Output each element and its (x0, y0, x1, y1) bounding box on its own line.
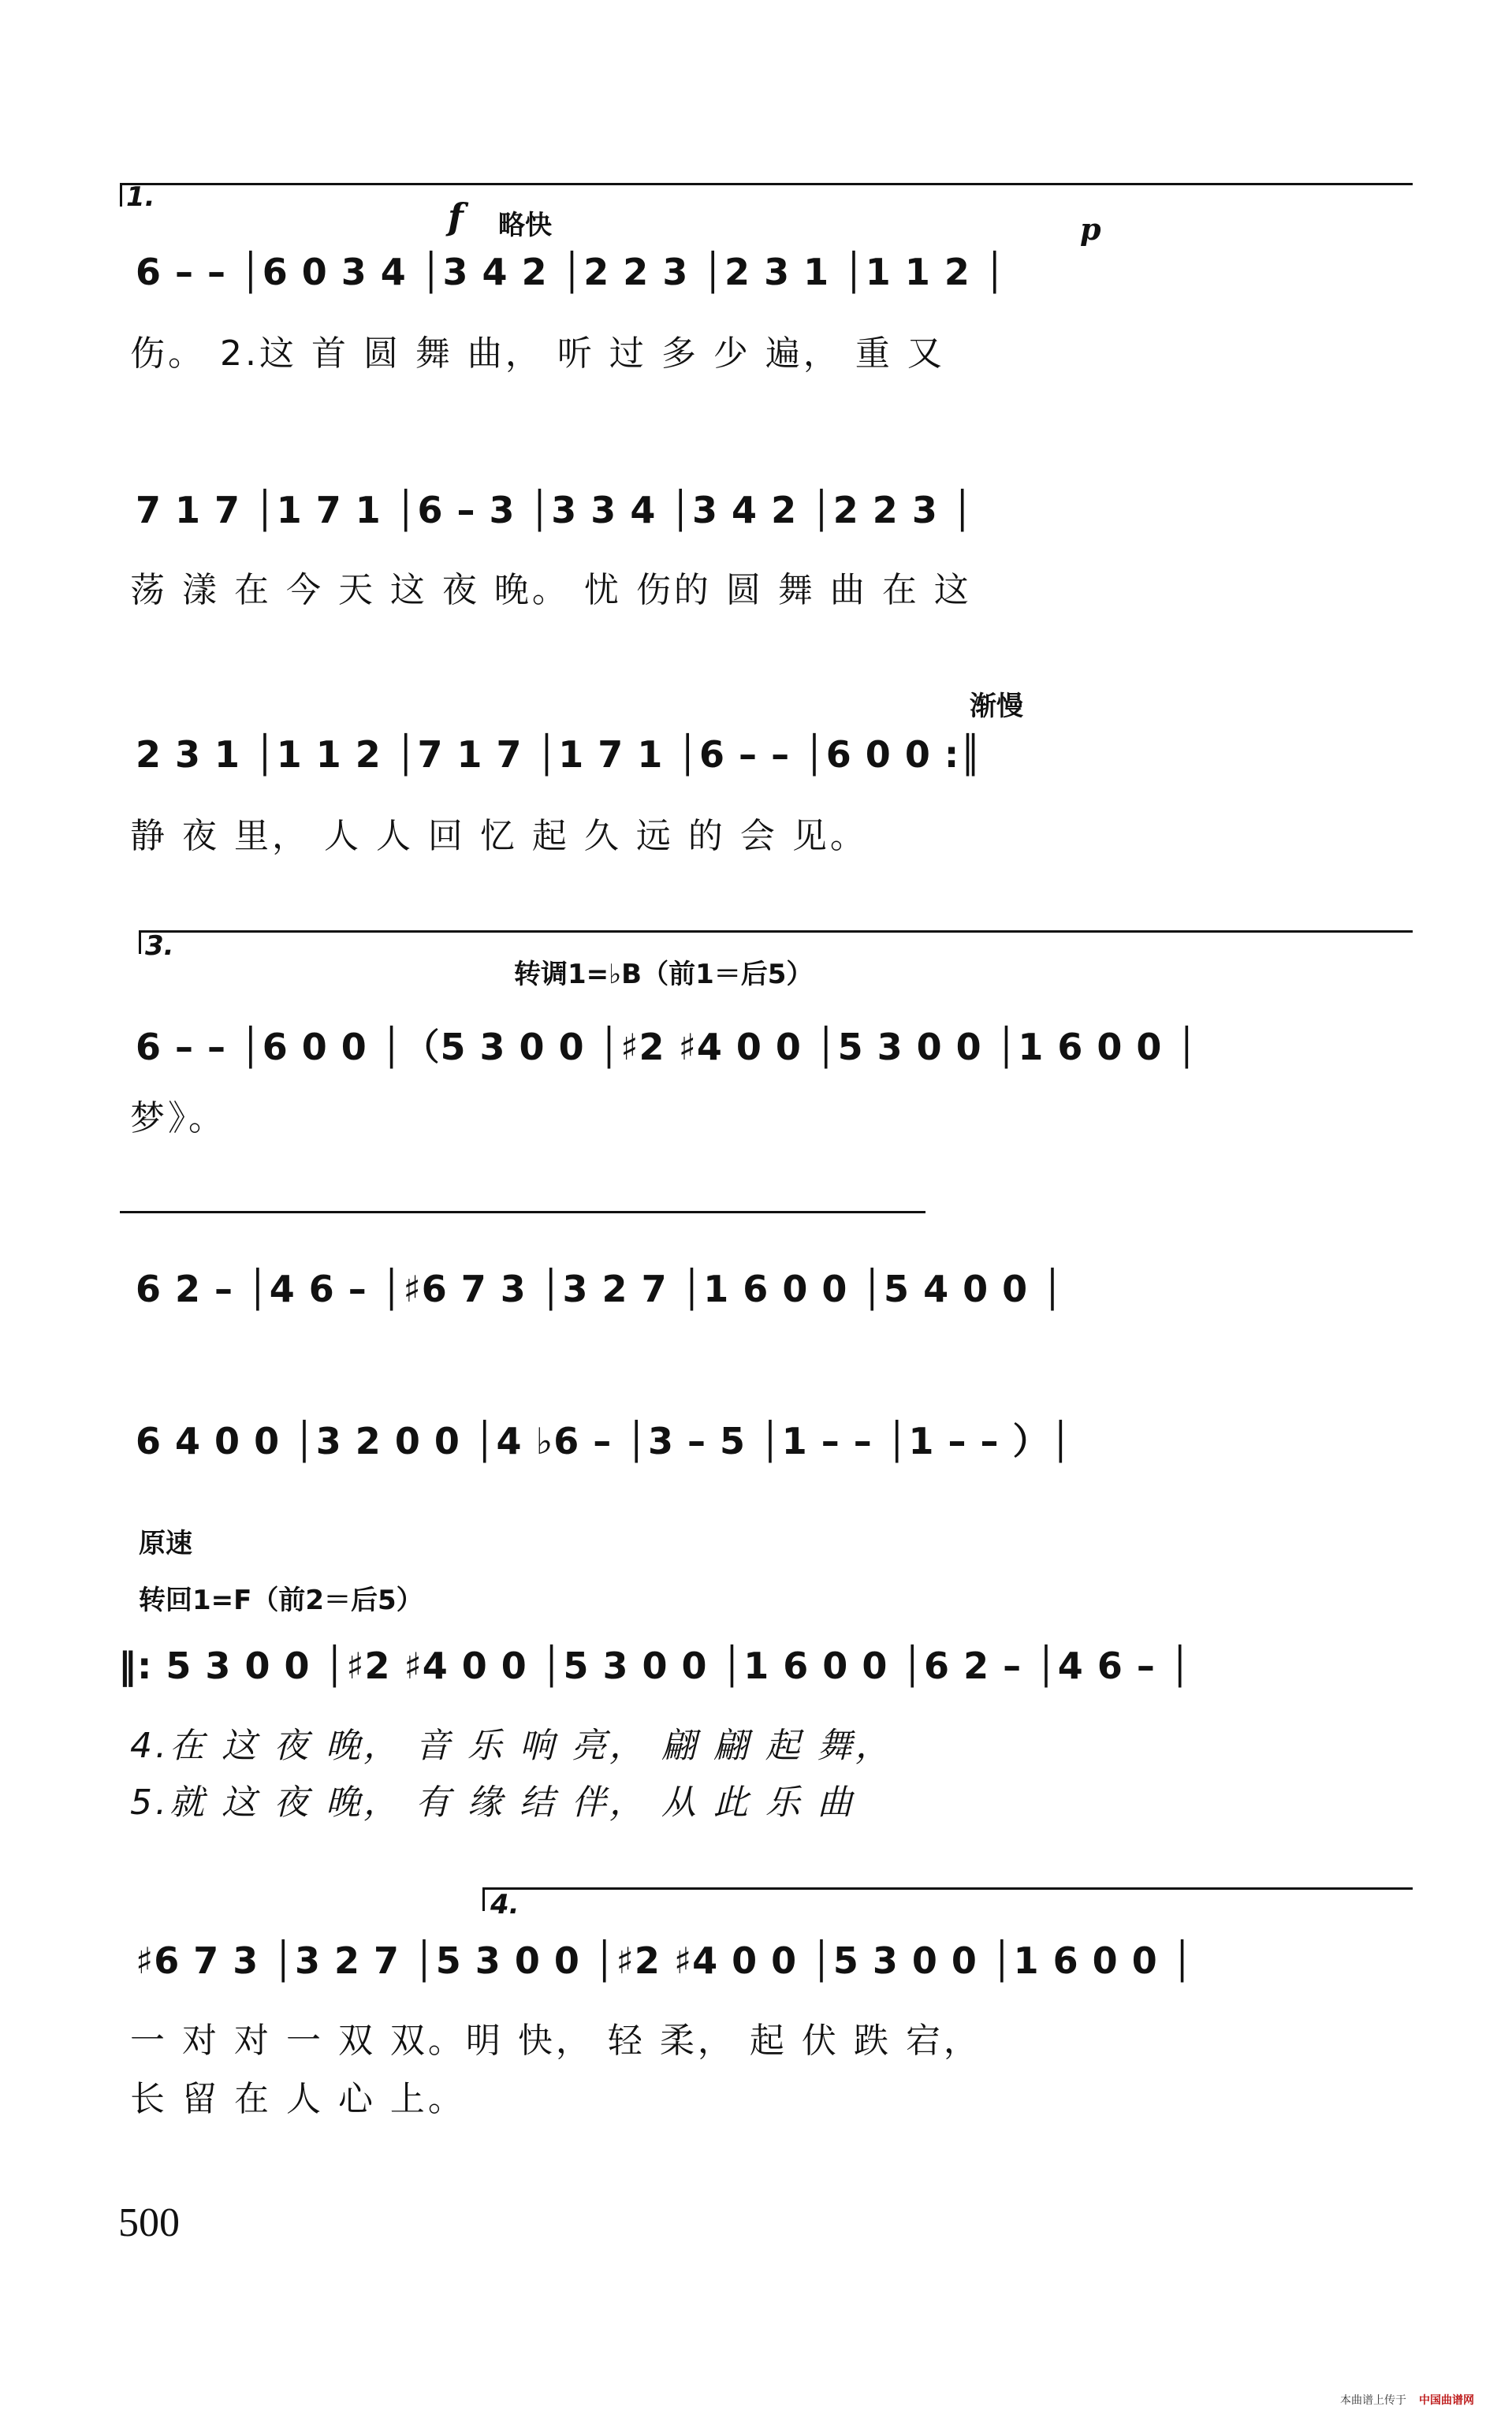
dynamic-piano: p (1080, 211, 1101, 247)
lyrics-line-3: 静 夜 里， 人 人 回 忆 起 久 远 的 会 见。 (130, 816, 868, 856)
footer-site-logo: 中国曲谱网 (1419, 2394, 1474, 2407)
notation-line-4: 6 – – │6 0 0 │（5 3 0 0 │♯2 ♯4 0 0 │5 3 0 0 │1 6 0 0 │ (136, 1026, 1199, 1068)
lyrics-line-1: 伤。 2.这 首 圆 舞 曲， 听 过 多 少 遍， 重 又 (130, 333, 945, 374)
ending-4-bracket-line (482, 1887, 1413, 1890)
ending-3-bracket-tick (139, 930, 141, 954)
ending-1-label: 1. (126, 181, 155, 213)
tempo-slowing: 渐慢 (970, 691, 1023, 722)
dynamic-forte: f (448, 196, 464, 238)
ending-1-bracket-line (120, 183, 1413, 185)
notation-line-8: ♯6 7 3 │3 2 7 │5 3 0 0 │♯2 ♯4 0 0 │5 3 0 0 │1 6 0 0 │ (136, 1939, 1194, 1982)
lyrics-line-7-verse-4: 4.在 这 夜 晚， 音 乐 响 亮， 翩 翩 起 舞， (130, 1726, 893, 1766)
footer-upload-text: 本曲谱上传于 (1340, 2394, 1406, 2407)
tempo-faster: 略快 (498, 210, 552, 241)
key-change-label: 转调1=♭B（前1＝后5） (514, 959, 814, 990)
ending-1-bracket-tick (120, 183, 122, 207)
key-return-label: 转回1=F（前2＝后5） (139, 1585, 423, 1616)
ending-3-label: 3. (145, 930, 174, 962)
ending-4-label: 4. (490, 1889, 520, 1920)
notation-line-1: 6 – – │6 0 3 4 │3 4 2 │2 2 3 │2 3 1 │1 1 2 │ (136, 251, 1007, 293)
tempo-original: 原速 (139, 1528, 192, 1559)
notation-line-5: 6 2 – │4 6 – │♯6 7 3 │3 2 7 │1 6 0 0 │5 4 0 0 │ (136, 1268, 1064, 1310)
ending-4-bracket-tick (482, 1887, 485, 1911)
lyrics-line-8-verse-5: 长 留 在 人 心 上。 (130, 2079, 466, 2119)
ending-3-bracket-line (139, 930, 1413, 933)
notation-line-7: ‖: 5 3 0 0 │♯2 ♯4 0 0 │5 3 0 0 │1 6 0 0 │6 2 – │4 6 – │ (118, 1645, 1192, 1687)
notation-line-6: 6 4 0 0 │3 2 0 0 │4 ♭6 – │3 – 5 │1 – – │1 – – ）│ (136, 1420, 1073, 1462)
page-number: 500 (118, 2200, 180, 2245)
lyrics-line-7-verse-5: 5.就 这 夜 晚， 有 缘 结 伴， 从 此 乐 曲 (130, 1783, 855, 1823)
lyrics-line-4: 梦》。 (130, 1098, 226, 1138)
notation-line-2: 7 1 7 │1 7 1 │6 – 3 │3 3 4 │3 4 2 │2 2 3 │ (136, 489, 974, 531)
lyrics-line-8-verse-4: 一 对 对 一 双 双。明 快， 轻 柔， 起 伏 跌 宕， (130, 2021, 981, 2061)
notation-line-3: 2 3 1 │1 1 2 │7 1 7 │1 7 1 │6 – – │6 0 0 :║ (136, 733, 982, 776)
section-divider (120, 1211, 925, 1213)
lyrics-line-2: 荡 漾 在 今 天 这 夜 晚。 忧 伤的 圆 舞 曲 在 这 (130, 570, 972, 610)
